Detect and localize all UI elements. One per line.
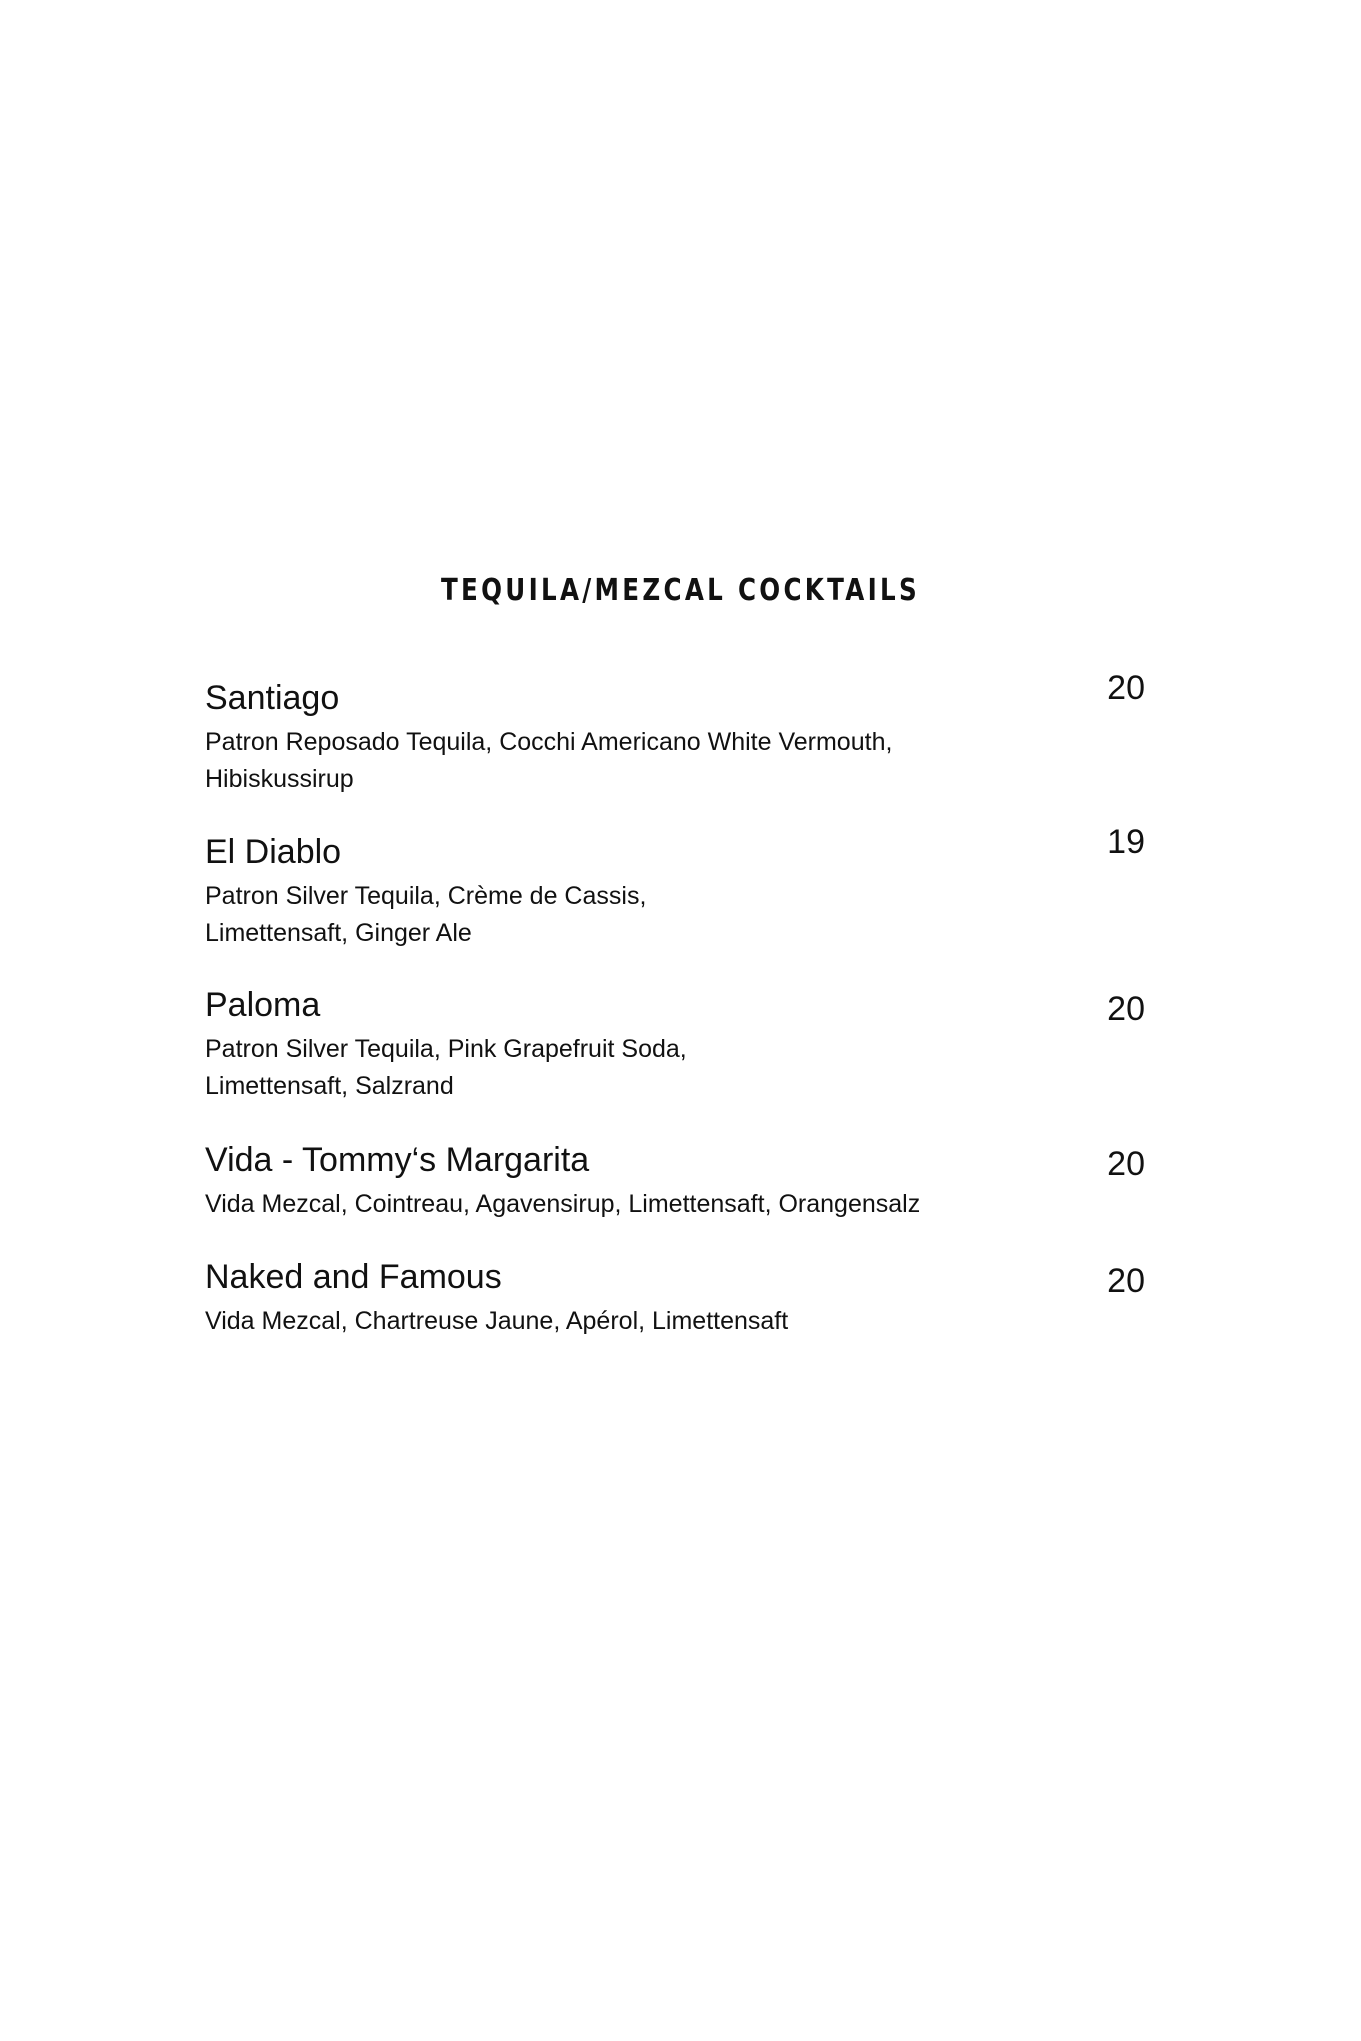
menu-item-el-diablo: [205, 823, 1145, 952]
menu-item-naked-and-famous: [205, 1257, 1145, 1340]
item-name: Paloma: [205, 986, 321, 1024]
item-price: 20: [1107, 1145, 1145, 1183]
description-line: Patron Reposado Tequila, Cocchi Americano White Vermouth,: [205, 728, 893, 756]
item-name: Naked and Famous: [205, 1258, 502, 1296]
item-description: [205, 1303, 1145, 1340]
menu-item-santiago: [205, 669, 1145, 798]
item-description: [205, 1031, 1145, 1105]
item-price: 20: [1107, 669, 1145, 707]
description-line: Patron Silver Tequila, Crème de Cassis,: [205, 882, 647, 910]
item-price: 20: [1107, 990, 1145, 1028]
item-name: Vida - Tommy‘s Margarita: [205, 1141, 590, 1179]
description-line: Patron Silver Tequila, Pink Grapefruit Soda,: [205, 1035, 687, 1063]
description-line: Vida Mezcal, Chartreuse Jaune, Apérol, Limettensaft: [205, 1307, 789, 1335]
description-line: Hibiskussirup: [205, 765, 354, 793]
item-price: 19: [1107, 823, 1145, 861]
item-description: [205, 878, 1145, 952]
description-line: Vida Mezcal, Cointreau, Agavensirup, Limettensaft, Orangensalz: [205, 1190, 921, 1218]
page-title: TEQUILA/MEZCAL COCKTAILS: [440, 573, 921, 608]
menu-item-vida-tommys-margarita: [205, 1140, 1145, 1223]
item-description: [205, 1186, 1145, 1223]
description-line: Limettensaft, Salzrand: [205, 1072, 454, 1100]
item-price: 20: [1107, 1262, 1145, 1300]
item-description: [205, 724, 1145, 798]
description-line: Limettensaft, Ginger Ale: [205, 919, 472, 947]
item-name: El Diablo: [205, 833, 342, 871]
menu-item-paloma: [205, 985, 1145, 1105]
item-name: Santiago: [205, 679, 340, 717]
